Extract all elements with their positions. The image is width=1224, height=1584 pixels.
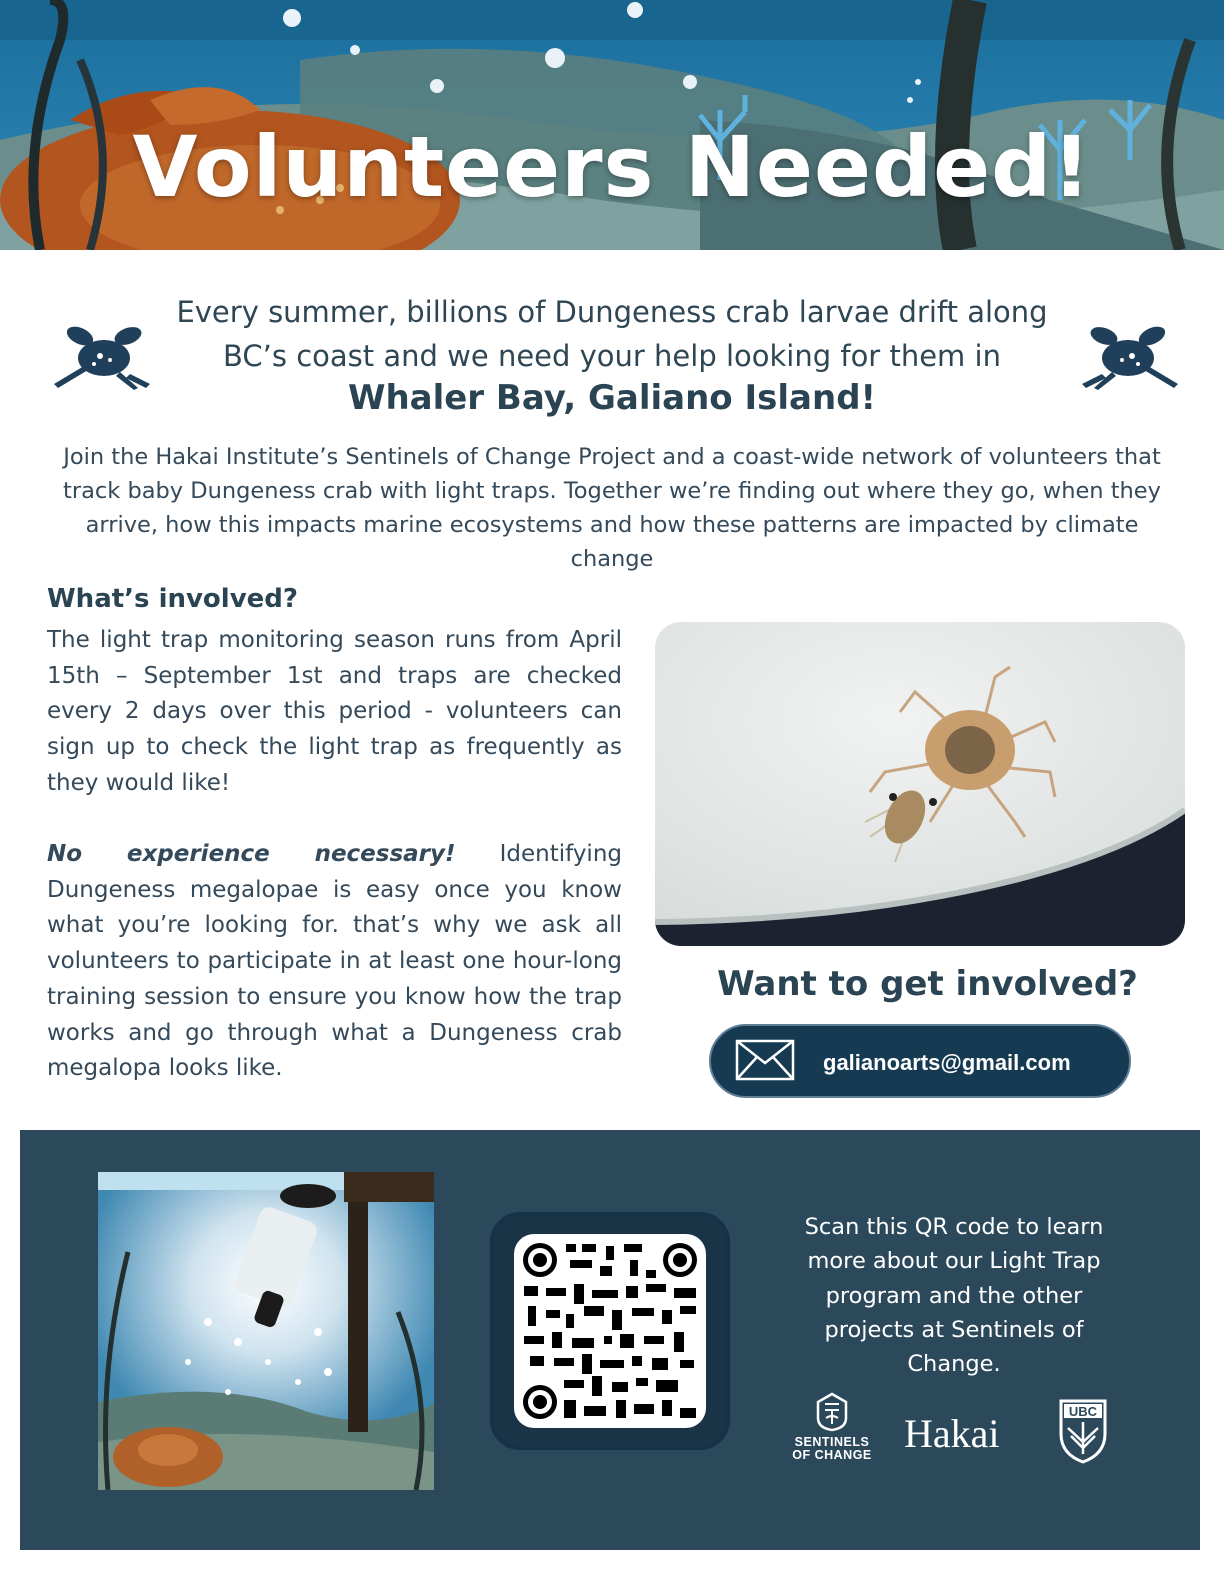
- sentinels-emblem-icon: [812, 1392, 852, 1432]
- light-trap-image: [98, 1172, 434, 1490]
- scan-qr-text: Scan this QR code to learn more about our Light Trap program and the other projects at Sentinels of Change.: [804, 1214, 1104, 1378]
- footer-panel: [20, 1130, 1200, 1550]
- crab-icon: [1078, 318, 1182, 390]
- section-heading-involved: What’s involved?: [47, 584, 298, 614]
- involved-paragraph-1: The light trap monitoring season runs from April 15th – September 1st and traps are checked every 2 days over this period - volunteers can sign up to check the light trap as frequently as they would like!: [47, 627, 622, 796]
- sentinels-logo: [786, 1392, 878, 1462]
- location-heading: Whaler Bay, Galiano Island!: [347, 378, 877, 418]
- intro-line-1: Every summer, billions of Dungeness crab larvae drift along: [176, 295, 1048, 329]
- email-address[interactable]: galianoarts@gmail.com: [823, 1050, 1071, 1075]
- sentinels-logo-line-1: SENTINELS: [794, 1435, 870, 1449]
- intro-text: [150, 290, 1074, 378]
- header-banner: [0, 0, 1224, 250]
- page-title: Volunteers Needed!: [132, 118, 1092, 216]
- sentinels-logo-line-2: OF CHANGE: [792, 1448, 872, 1462]
- involved-paragraph-2: [47, 837, 622, 1087]
- email-button[interactable]: [709, 1024, 1131, 1098]
- qr-code-frame: [490, 1212, 730, 1450]
- involved-paragraph-2-text: Identifying Dungeness megalopae is easy once you know what you’re looking for. that’s why we ask all volunteers to participate in at least one hour-long training session to ensure you know how the trap works and go through what a Dungeness crab megalopa looks like.: [47, 841, 622, 1082]
- crab-megalopa-image: [655, 622, 1185, 946]
- qr-code[interactable]: [514, 1234, 706, 1428]
- crab-larvae-photo: [655, 622, 1185, 946]
- ubc-logo: [1058, 1398, 1108, 1464]
- intro-line-2: BC’s coast and we need your help looking for them in: [223, 339, 1001, 373]
- ubc-logo-text: UBC: [1068, 1404, 1098, 1419]
- qr-code-pattern: [520, 1240, 700, 1422]
- envelope-icon: [735, 1039, 795, 1081]
- no-experience-emphasis: No experience necessary!: [47, 841, 456, 867]
- hakai-logo: Hakai: [904, 1411, 1000, 1456]
- crab-icon: [50, 318, 154, 390]
- cta-heading: Want to get involved?: [717, 964, 1138, 1004]
- join-paragraph: Join the Hakai Institute’s Sentinels of Change Project and a coast-wide network of volunteers that track baby Dungeness crab with light traps. Together we’re finding out where they go, when they arrive, how this impacts marine ecosystems and how these patterns are impacted by climate change: [63, 444, 1161, 572]
- light-trap-illustration: [98, 1172, 434, 1490]
